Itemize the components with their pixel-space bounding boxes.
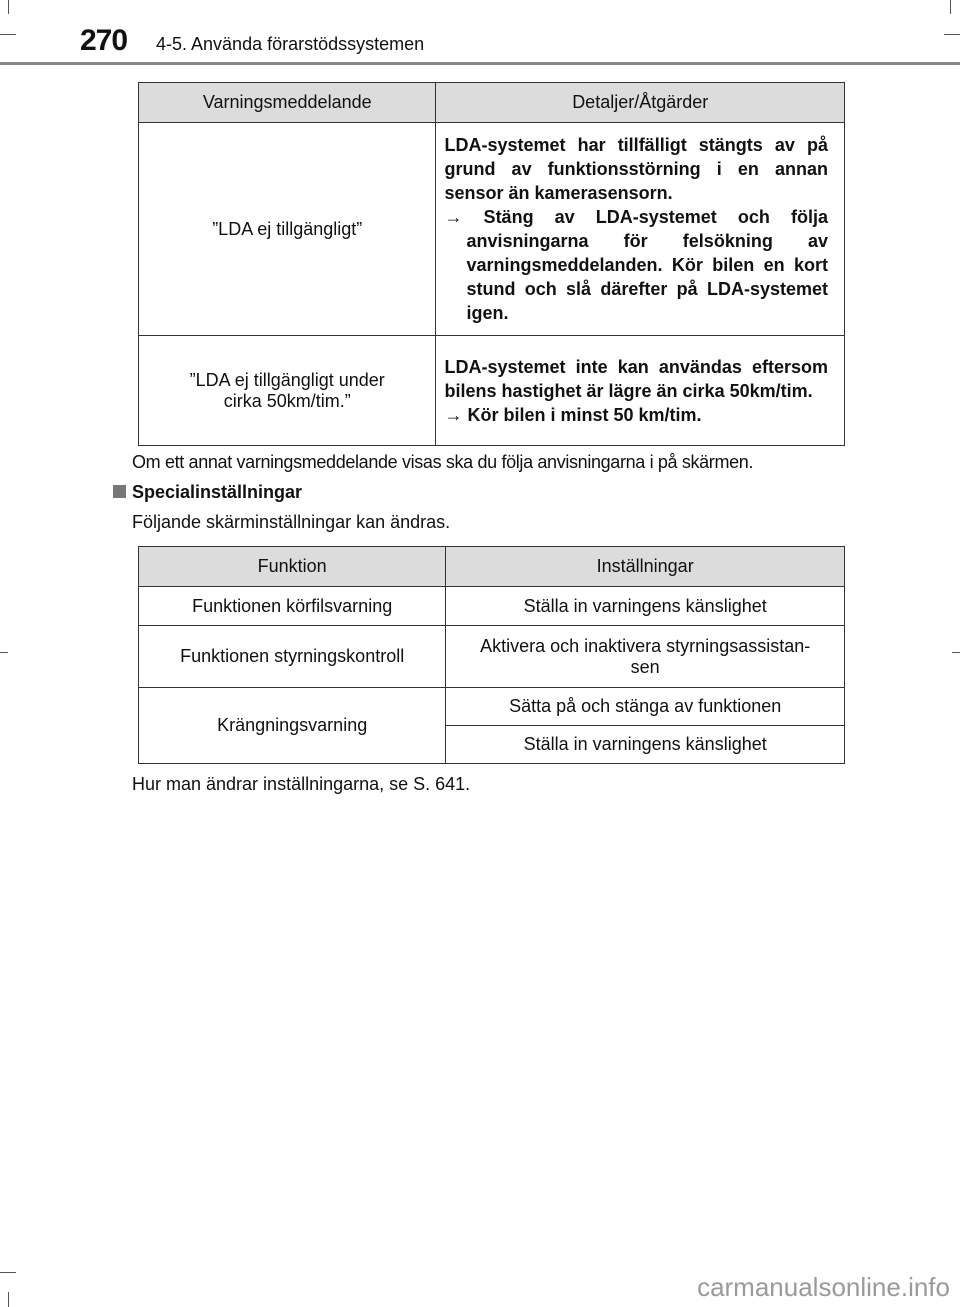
page-number: 270 bbox=[80, 24, 128, 57]
detail-text: LDA-systemet inte kan användas eftersom bilens hastighet är lägre än cirka 50km/tim. bbox=[444, 356, 828, 401]
table-row bbox=[139, 336, 845, 446]
function-cell: Funktionen körfilsvarning bbox=[139, 587, 446, 626]
trim-mark bbox=[950, 0, 951, 14]
action-text: → Stäng av LDA-systemet och följa anvisningarna för felsökning av varningsmeddelanden. Kör bilen en kort stund och slå därefter på LDA-systemet igen. bbox=[444, 207, 828, 323]
square-bullet-icon bbox=[113, 485, 126, 498]
table-header-row bbox=[139, 83, 845, 123]
table-row bbox=[139, 688, 845, 726]
action-text: → Kör bilen i minst 50 km/tim. bbox=[444, 404, 702, 425]
section-heading-label: Specialinställningar bbox=[132, 482, 303, 502]
table-row bbox=[139, 626, 845, 688]
table-row bbox=[139, 587, 845, 626]
function-cell: Funktionen styrningskontroll bbox=[139, 626, 446, 688]
header-rule bbox=[0, 62, 960, 65]
trim-mark bbox=[8, 0, 9, 14]
trim-mark bbox=[0, 652, 8, 653]
settings-table bbox=[138, 546, 845, 764]
setting-cell bbox=[446, 626, 845, 688]
column-header: Varningsmeddelande bbox=[139, 83, 436, 123]
section-title: 4-5. Använda förarstödssystemen bbox=[156, 34, 425, 54]
column-header: Detaljer/Åtgärder bbox=[436, 83, 845, 123]
message-line: cirka 50km/tim.” bbox=[223, 390, 351, 411]
table-header-row bbox=[139, 547, 845, 587]
warning-message bbox=[139, 336, 436, 446]
warning-detail bbox=[436, 123, 845, 336]
table-row bbox=[139, 123, 845, 336]
column-header: Funktion bbox=[139, 547, 446, 587]
trim-mark bbox=[952, 652, 960, 653]
setting-cell: Ställa in varningens känslighet bbox=[446, 726, 845, 764]
warning-detail bbox=[436, 336, 845, 446]
trim-mark bbox=[0, 1272, 16, 1273]
setting-cell: Sätta på och stänga av funktionen bbox=[446, 688, 845, 726]
setting-line: sen bbox=[630, 656, 660, 677]
function-cell: Krängningsvarning bbox=[139, 688, 446, 764]
setting-cell: Ställa in varningens känslighet bbox=[446, 587, 845, 626]
message-line: ”LDA ej tillgängligt under bbox=[189, 369, 385, 390]
page-header bbox=[0, 24, 960, 64]
detail-text: LDA-systemet har tillfälligt stängts av på grund av funktionsstörning i en annan sensor än kamerasensorn. bbox=[444, 135, 828, 203]
reference-text: Hur man ändrar inställningarna, se S. 641. bbox=[132, 774, 471, 794]
trim-mark bbox=[8, 1292, 9, 1307]
warning-message-table bbox=[138, 82, 845, 446]
section-intro: Följande skärminställningar kan ändras. bbox=[132, 512, 451, 532]
note-text: Om ett annat varningsmeddelande visas ska du följa anvisningarna i på skärmen. bbox=[132, 452, 754, 472]
setting-line: Aktivera och inaktivera styrningsassistan- bbox=[480, 635, 811, 656]
section-heading bbox=[113, 482, 302, 503]
warning-message: ”LDA ej tillgängligt” bbox=[139, 123, 436, 336]
column-header: Inställningar bbox=[446, 547, 845, 587]
watermark: carmanualsonline.info bbox=[697, 1272, 950, 1302]
